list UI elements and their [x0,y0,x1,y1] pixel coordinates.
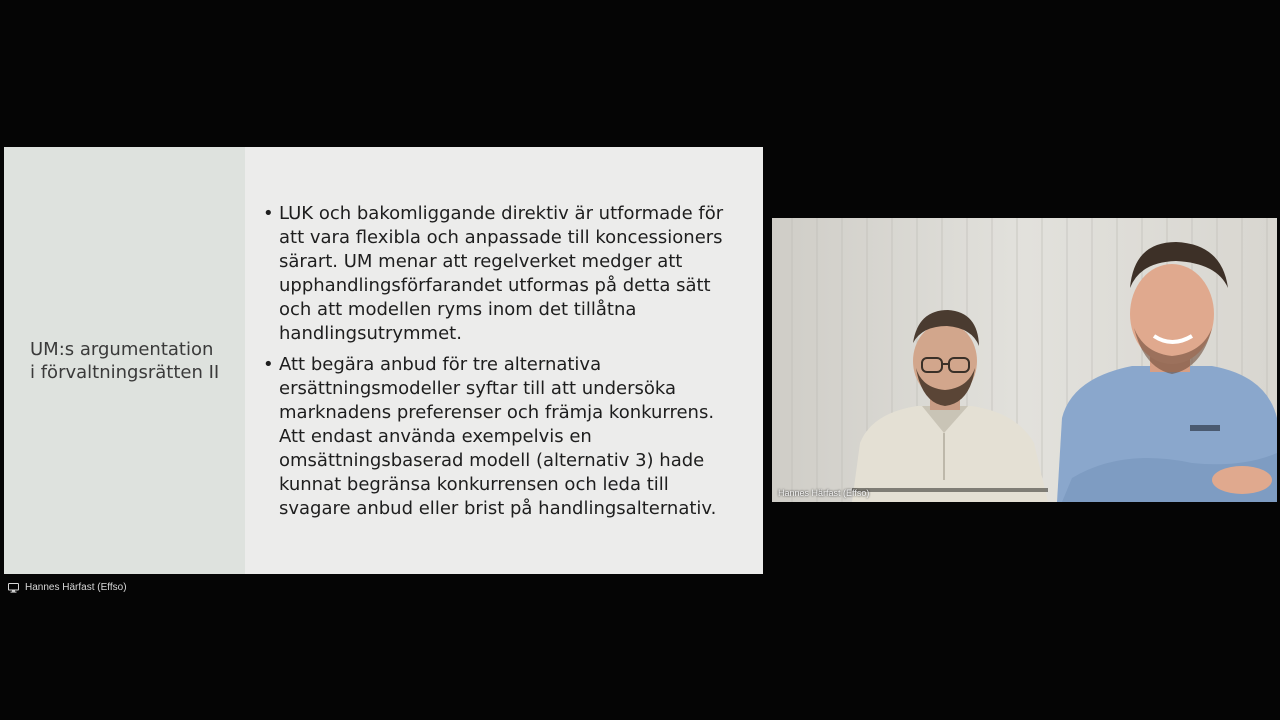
shared-slide [4,147,763,574]
slide-content [245,147,763,574]
bullet-line: handlingsutrymmet. [279,323,462,344]
bullet-line: svagare anbud eller brist på handlingsalternativ. [279,498,717,519]
slide-title-line: UM:s argumentation [30,338,214,360]
bullet-line: och att modellen ryms inom det tillåtna [279,299,637,320]
bullet-item [263,353,733,521]
participant-video-tile[interactable] [772,218,1277,502]
bullet-line: kunnat begränsa konkurrensen och leda till [279,474,669,495]
bullet-line: att vara flexibla och anpassade till koncessioners [279,227,723,248]
bullet-line: särart. UM menar att regelverket medger att [279,251,683,272]
bullet-text [279,202,733,346]
bullet-text [279,353,733,521]
bullet-line: upphandlingsförfarandet utformas på detta sätt [279,275,711,296]
presenter-label [8,582,127,593]
bullet-line: marknadens preferenser och främja konkurrens. [279,402,715,423]
bullet-dot: • [263,203,274,224]
bullet-line: ersättningsmodeller syftar till att undersöka [279,378,677,399]
slide-title [30,338,219,384]
presenter-name: Hannes Härfast (Effso) [25,582,127,593]
screen-share-icon [8,583,19,592]
bullet-line: omsättningsbaserad modell (alternativ 3) hade [279,450,705,471]
bullet-dot: • [263,354,274,375]
bullet-line: Att endast använda exempelvis en [279,426,592,447]
bullet-line: LUK och bakomliggande direktiv är utformade för [279,203,724,224]
participant-name: Hannes Härfast (Effso) [778,488,870,498]
bullet-list [263,202,733,521]
bullet-item [263,202,733,346]
slide-title-panel [4,147,245,574]
bullet-line: Att begära anbud för tre alternativa [279,354,602,375]
slide-title-line: i förvaltningsrätten II [30,361,220,383]
video-feed [772,218,1277,502]
